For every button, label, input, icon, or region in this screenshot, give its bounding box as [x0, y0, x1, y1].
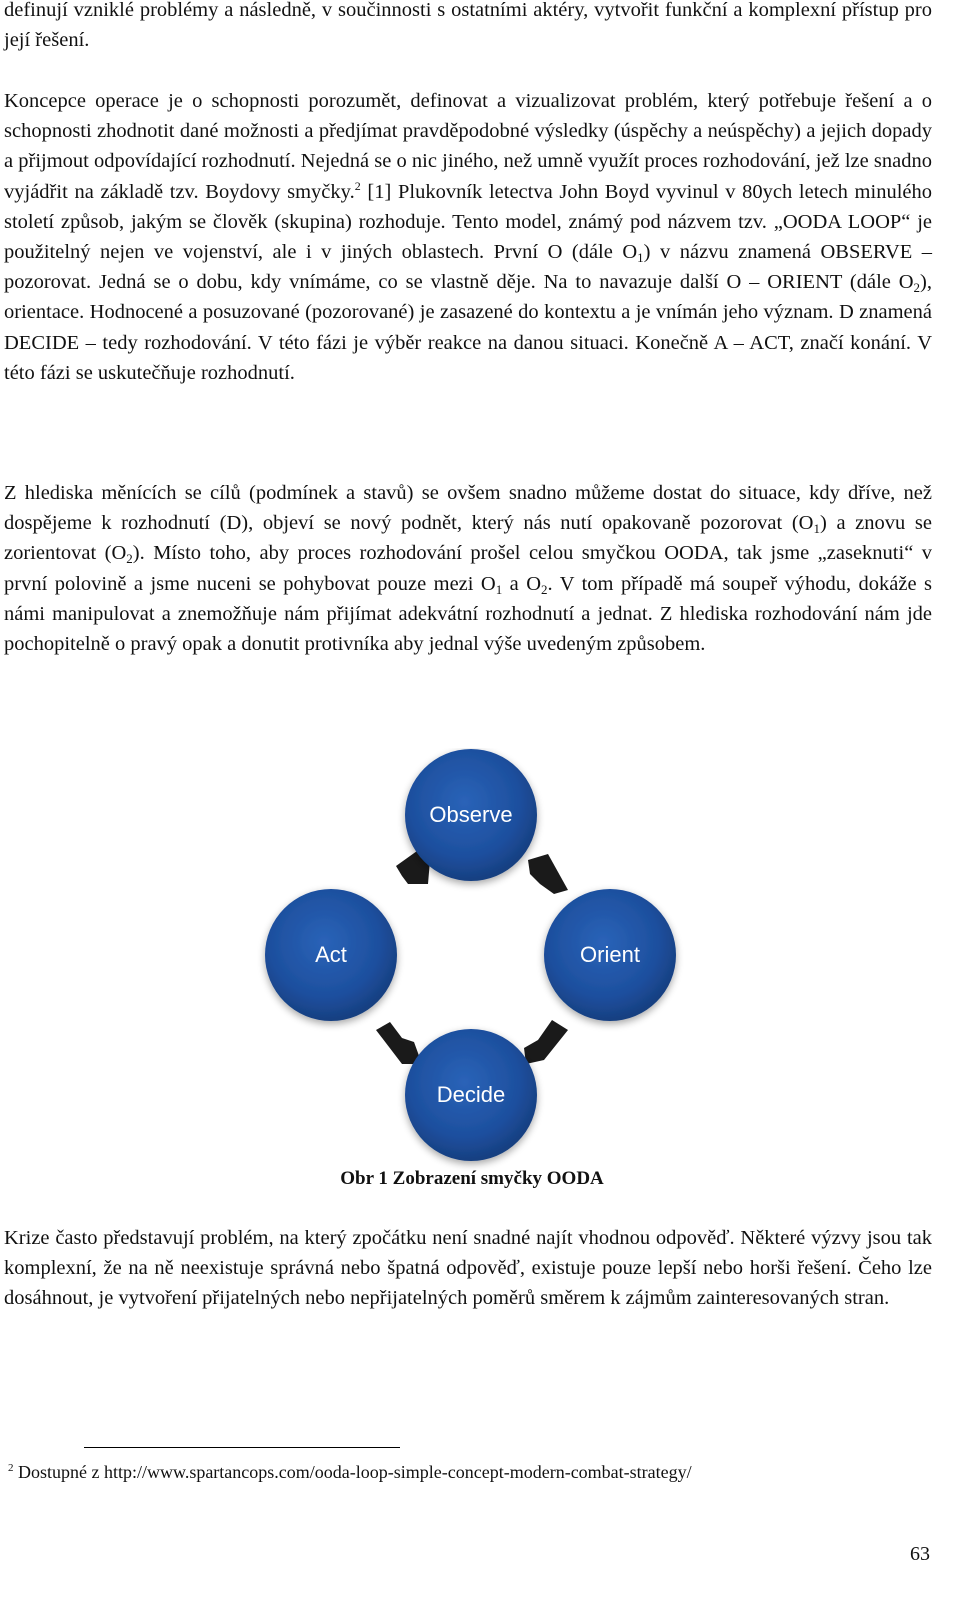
page-number: 63 — [910, 1543, 930, 1565]
node-label-orient: Orient — [580, 942, 640, 967]
footnote-text: Dostupné z http://www.spartancops.com/ooda-loop-simple-concept-modern-combat-strategy/ — [13, 1462, 692, 1482]
arrow-observe-to-orient — [528, 854, 568, 894]
footnote-ref: 2 — [354, 178, 361, 193]
footnote — [8, 1460, 692, 1484]
ooda-loop-diagram — [252, 748, 692, 1178]
paragraph-ooda-concept — [4, 86, 932, 388]
subscript: 1 — [813, 521, 820, 537]
para3-text-4: a O — [502, 572, 542, 595]
para4-text: Krize často představují problém, na který zpočátku není snadné najít vhodnou odpověď. Některé výzvy jsou tak komplexní, že na ně neexistuje správná nebo špatná odpověď, existuje pouze lepší nebo horši řešení. Čeho lze dosáhnout, je vytvoření přijatelných nebo nepřijatelných poměrů směrem k zájmům zainteresovaných stran. — [4, 1227, 932, 1310]
subscript: 2 — [126, 551, 133, 567]
footnote-divider — [84, 1447, 400, 1448]
paragraph-crises — [4, 1223, 932, 1314]
subscript: 1 — [495, 581, 503, 597]
ooda-loop-svg — [252, 748, 692, 1178]
node-label-observe: Observe — [429, 802, 513, 827]
para2-text-1: Koncepce operace je o schopnosti porozumět, definovat a vizualizovat problém, který potřebuje řešení a o schopnosti zhodnotit dané možnosti a předjímat pravděpodobné výsledky (úspěchy a neúspěchy) a jejich dopady a přijmout odpovídající rozhodnutí. Nejedná se o nic jiného, než umně využít proces rozhodování, jež lze snadno vyjádřit na základě tzv. Boydovy smyčky. — [4, 90, 932, 203]
continuation-text: definují vzniklé problémy a následně, v součinnosti s ostatními aktéry, vytvořit funkční a komplexní přístup pro její řešení. — [4, 0, 932, 52]
para2-text-3: ) v názvu znamená OBSERVE – pozorovat. Jedná se o dobu, kdy vnímáme, co se vlastně děje. Na to navazuje další O – ORIENT (dále O — [4, 241, 933, 294]
para3-text-2: ) a znovu se zorientovat (O — [4, 512, 932, 565]
para2-text-2: [1] Plukovník letectva John Boyd vyvinul v 80ych letech minulého století způsob, jakým se člověk (skupina) rozhoduje. Tento model, známý pod názvem tzv. „OODA LOOP“ je použitelný nejen ve vojenství, ale i v jiných oblastech. První O (dále O — [4, 180, 932, 264]
para3-text-1: Z hlediska měnících se cílů (podmínek a stavů) se ovšem snadno můžeme dostat do situace, kdy dříve, než dospějeme k rozhodnutí (D), objeví se nový podnět, který nás nutí opakovaně pozorovat (O — [4, 482, 932, 535]
node-label-decide: Decide — [436, 1082, 506, 1107]
arrow-orient-to-decide — [524, 1020, 568, 1064]
paragraph-changing-goals — [4, 478, 932, 659]
footnote-mark: 2 — [8, 1462, 14, 1474]
para2-text-4: ), orientace. Hodnocené a posuzované (pozorované) je zasazené do kontextu a je vnímán jeho význam. D znamená DECIDE – tedy rozhodování. V této fázi je výběr reakce na danou situaci. Konečně A – ACT, značí konání. V této fázi se uskutečňuje rozhodnutí. — [4, 271, 932, 384]
para3-text-5: . V tom případě má soupeř výhodu, dokáže s námi manipulovat a znemožňuje nám přijímat adekvátní rozhodnutí a jednat. Z hlediska rozhodování nám jde pochopitelně o pravý opak a donutit protivníka aby jednal výše uvedeným způsobem. — [4, 572, 933, 656]
arrow-decide-to-act — [376, 1022, 422, 1064]
continuation-paragraph — [4, 0, 932, 55]
subscript: 1 — [637, 250, 644, 266]
node-label-act: Act — [315, 942, 347, 967]
para3-text-3: ). Místo toho, aby proces rozhodování prošel celou smyčkou OODA, tak jsme „zaseknuti“ v první polovině a jsme nuceni se pohybovat pouze mezi O — [4, 542, 932, 595]
figure-caption: Obr 1 Zobrazení smyčky OODA — [340, 1168, 604, 1189]
subscript: 2 — [541, 581, 548, 597]
subscript: 2 — [913, 280, 921, 296]
